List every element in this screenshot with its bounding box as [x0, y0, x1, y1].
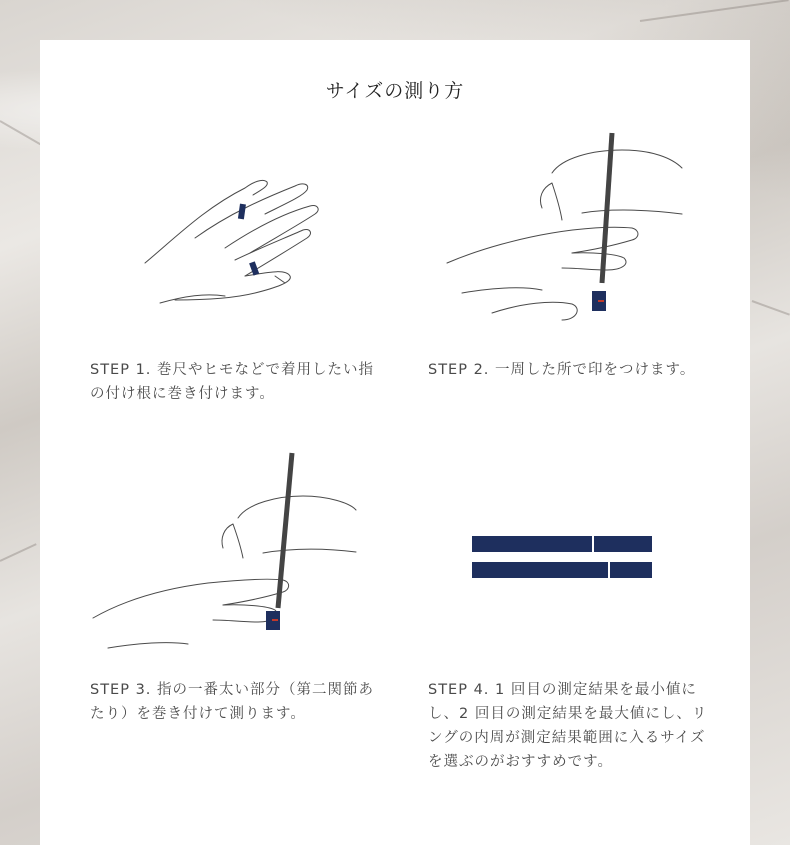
step3-text: STEP 3. 指の一番太い部分（第二関節あたり）を巻き付けて測ります。 [90, 682, 375, 722]
step4-text: STEP 4. 1 回目の測定結果を最小値にし、2 回目の測定結果を最大値にし、リングの内周が測定結果範囲に入るサイズを選ぶのがおすすめです。 [428, 682, 708, 770]
pen-icon [602, 133, 612, 283]
ink-mark [272, 619, 278, 621]
ink-mark [598, 300, 604, 302]
marble-vein [640, 0, 789, 22]
strip-mark-max [608, 562, 610, 578]
pen-icon [278, 453, 292, 608]
marble-vein [0, 543, 37, 562]
marble-vein [752, 300, 790, 316]
strip-mark-min [592, 536, 594, 552]
page-title: サイズの測り方 [325, 80, 465, 102]
step3-hand-illustration [88, 448, 363, 653]
ring-band-mark [238, 204, 246, 220]
step2-text: STEP 2. 一周した所で印をつけます。 [428, 362, 696, 378]
step1-text: STEP 1. 巻尺やヒモなどで着用したい指の付け根に巻き付けます。 [90, 362, 375, 402]
step4-measurement-strips [472, 536, 654, 581]
step2-hand-illustration [442, 128, 692, 333]
measurement-strip-max [472, 562, 652, 578]
size-guide-card [40, 40, 750, 845]
step1-hand-illustration [135, 168, 335, 318]
measurement-strip-min [472, 536, 652, 552]
